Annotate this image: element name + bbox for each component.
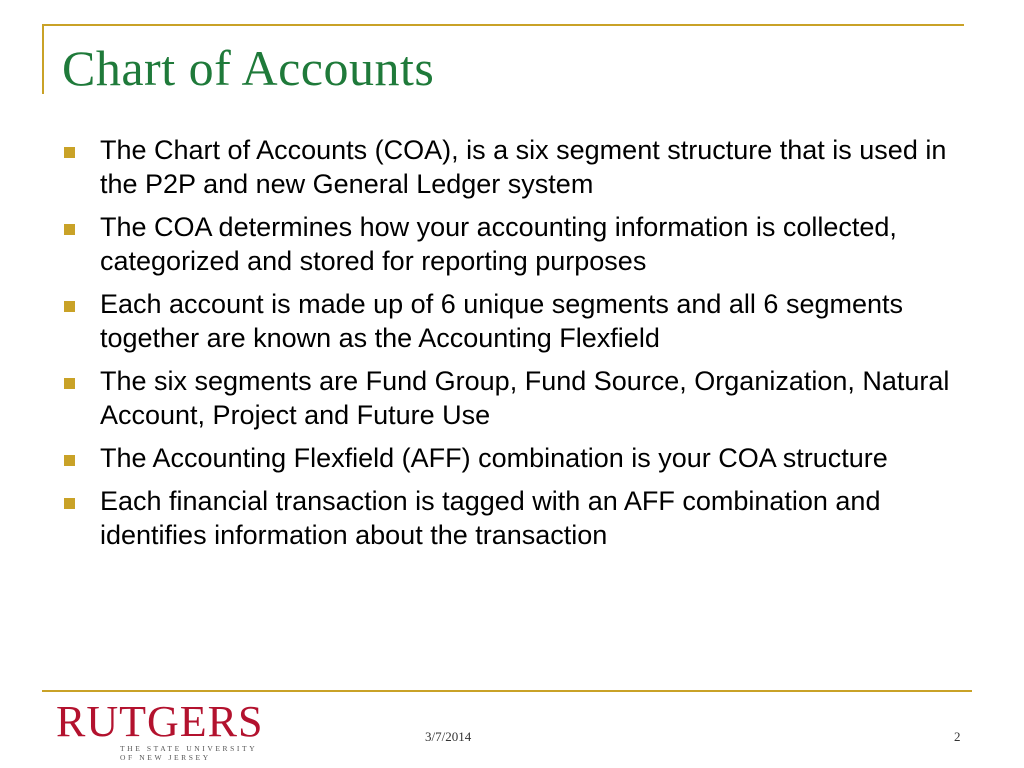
logo-subtext — [120, 744, 257, 762]
bullet-text: The COA determines how your accounting information is collected, categorized and stored for reporting purposes — [100, 212, 897, 276]
bullet-text: Each account is made up of 6 unique segments and all 6 segments together are known as the Accounting Flexfield — [100, 289, 903, 353]
page-number: 2 — [954, 729, 961, 744]
footer-divider — [42, 690, 972, 692]
bullet-list — [62, 133, 982, 561]
square-bullet-icon — [64, 224, 75, 235]
square-bullet-icon — [64, 498, 75, 509]
top-divider — [42, 24, 964, 26]
rutgers-logo — [56, 697, 286, 762]
bullet-text: The Chart of Accounts (COA), is a six segment structure that is used in the P2P and new General Ledger system — [100, 135, 947, 199]
bullet-text: The six segments are Fund Group, Fund Source, Organization, Natural Account, Project and Future Use — [100, 366, 950, 430]
square-bullet-icon — [64, 301, 75, 312]
square-bullet-icon — [64, 378, 75, 389]
logo-subtext-line: THE STATE UNIVERSITY — [120, 744, 258, 753]
logo-wordmark: RUTGERS — [56, 697, 264, 746]
square-bullet-icon — [64, 455, 75, 466]
bullet-item — [62, 364, 982, 432]
bullet-text: The Accounting Flexfield (AFF) combination is your COA structure — [100, 443, 888, 473]
slide-title: Chart of Accounts — [62, 40, 435, 96]
logo-subtext-line: OF NEW JERSEY — [120, 753, 211, 762]
bullet-item — [62, 133, 982, 201]
square-bullet-icon — [64, 147, 75, 158]
bullet-item — [62, 484, 982, 552]
bullet-item — [62, 441, 982, 475]
footer-date: 3/7/2014 — [425, 729, 472, 744]
bullet-item — [62, 210, 982, 278]
left-divider — [42, 24, 44, 94]
bullet-item — [62, 287, 982, 355]
bullet-text: Each financial transaction is tagged with an AFF combination and identifies information about the transaction — [100, 486, 881, 550]
